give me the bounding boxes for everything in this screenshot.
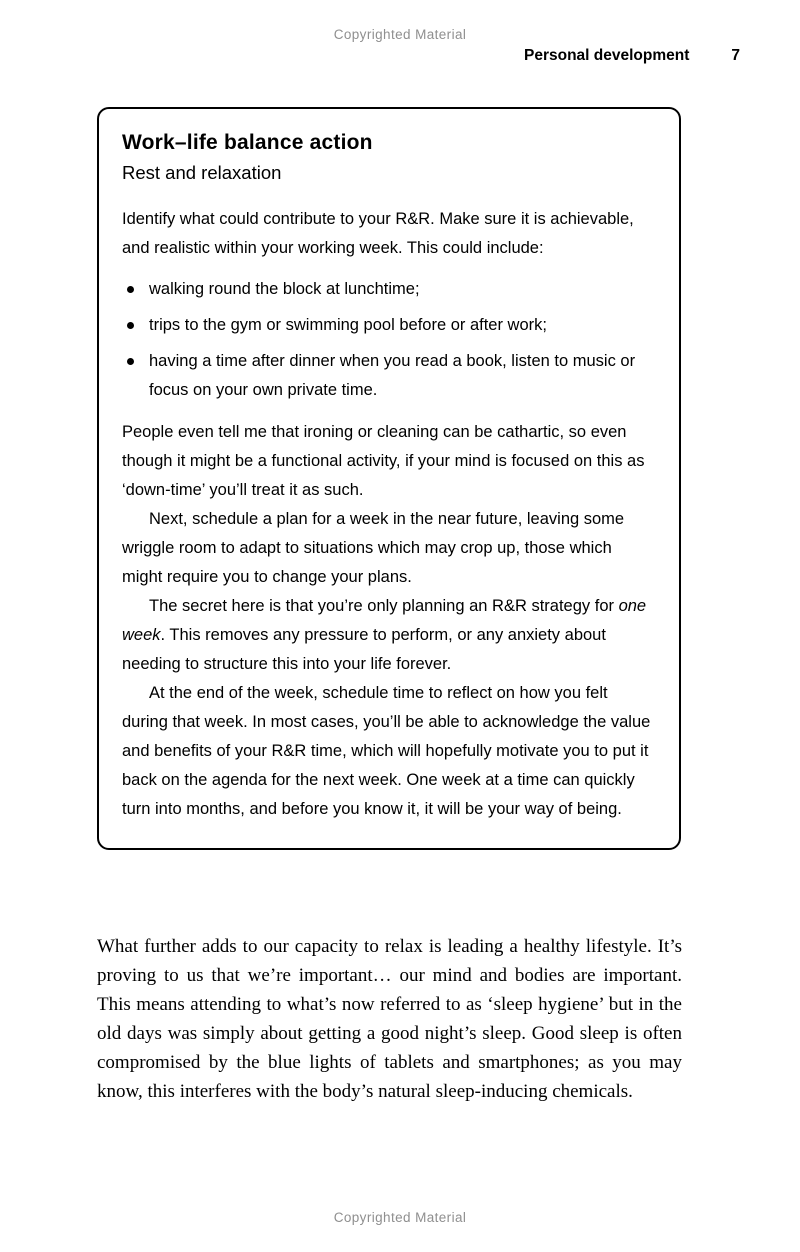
box-paragraph: [122, 505, 656, 592]
running-head-title: Personal development: [523, 47, 690, 64]
text-segment: Next, schedule a plan for a week in the near future, leaving some wriggle room to adapt to situations which may crop up, those which might require you to change your plans.: [122, 510, 625, 586]
text-segment: At the end of the week, schedule time to reflect on how you felt during that week. In most cases, you’ll be able to acknowledge the value and benefits of your R&R time, which will hopefully motivate you to put it back on the agenda for the next week. One week at a time can quickly turn into months, and before you know it, it will be your way of being.: [122, 684, 651, 818]
bullet-item: trips to the gym or swimming pool before or after work;: [122, 311, 656, 340]
text-segment: . This removes any pressure to perform, or any anxiety about needing to structure this into your life forever.: [122, 626, 606, 673]
box-intro-paragraph: Identify what could contribute to your R&R. Make sure it is achievable, and realistic within your working week. This could include:: [122, 210, 634, 257]
italic-text: one week: [122, 597, 647, 644]
box-paragraphs: [122, 418, 656, 824]
bullet-item: walking round the block at lunchtime;: [122, 275, 656, 304]
box-paragraph: [122, 679, 656, 824]
box-paragraph: [122, 592, 656, 679]
page-header: [97, 47, 740, 65]
copyright-notice-top: Copyrighted Material: [333, 27, 467, 42]
body-paragraph: What further adds to our capacity to relax is leading a healthy lifestyle. It’s proving to us that we’re important… our mind and bodies are important. This means attending to what’s now referred to as ‘sleep hygiene’ but in the old days was simply about getting a good night’s sleep. Good sleep is often compromised by the blue lights of tablets and smartphones; as you may know, this interferes with the body’s natural sleep-inducing chemicals.: [97, 936, 682, 1102]
copyright-notice-bottom: Copyrighted Material: [333, 1210, 467, 1225]
text-segment: The secret here is that you’re only planning an R&R strategy for: [149, 597, 619, 615]
action-box: [97, 107, 681, 850]
text-segment: People even tell me that ironing or cleaning can be cathartic, so even though it might be a functional activity, if your mind is focused on this as ‘down-time’ you’ll treat it as such.: [122, 423, 645, 499]
box-title: Work–life balance action: [122, 131, 373, 154]
box-subtitle: Rest and relaxation: [122, 162, 282, 183]
page-number: 7: [731, 47, 740, 64]
bullet-item: having a time after dinner when you read a book, listen to music or focus on your own private time.: [122, 347, 656, 405]
bullet-list: [122, 275, 656, 405]
box-paragraph: [122, 418, 656, 505]
